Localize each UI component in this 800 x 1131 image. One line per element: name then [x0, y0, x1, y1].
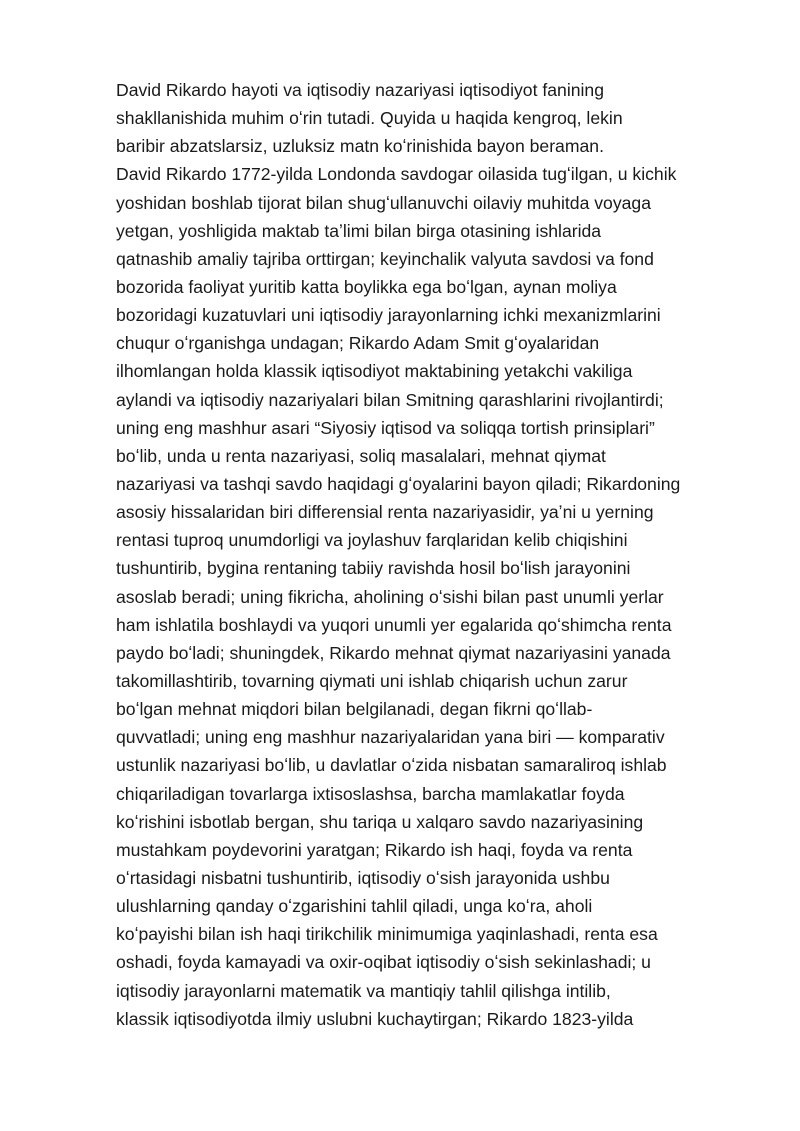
text-line: bozoridagi kuzatuvlari uni iqtisodiy jarayonlarning ichki mexanizmlarini — [116, 305, 661, 326]
text-line: mustahkam poydevorini yaratgan; Rikardo ish haqi, foyda va renta — [116, 839, 633, 860]
text-line: rentasi tuproq unumdorligi va joylashuv farqlaridan kelib chiqishini — [116, 530, 628, 551]
text-line: chiqariladigan tovarlarga ixtisoslashsa, barcha mamlakatlar foyda — [116, 783, 625, 804]
text-line: asoslab beradi; uning fikricha, aholining oʻsishi bilan past unumli yerlar — [116, 586, 664, 607]
text-line: yoshidan boshlab tijorat bilan shugʻullanuvchi oilaviy muhitda voyaga — [116, 192, 651, 213]
text-line: chuqur oʻrganishga undagan; Rikardo Adam Smit gʻoyalaridan — [116, 333, 600, 354]
text-line: oʻrtasidagi nisbatni tushuntirib, iqtisodiy oʻsish jarayonida ushbu — [116, 867, 610, 888]
text-line: uning eng mashhur asari “Siyosiy iqtisod va soliqqa tortish prinsiplari” — [116, 417, 655, 438]
text-line: boʻlib, unda u renta nazariyasi, soliq masalalari, mehnat qiymat — [116, 445, 606, 466]
text-line: paydo boʻladi; shuningdek, Rikardo mehnat qiymat nazariyasini yanada — [116, 642, 671, 663]
text-line: ilhomlangan holda klassik iqtisodiyot maktabining yetakchi vakiliga — [116, 361, 633, 382]
text-line: baribir abzatslarsiz, uzluksiz matn koʻrinishida bayon beraman. — [116, 136, 604, 157]
text-line: tushuntirib, bygina rentaning tabiiy ravishda hosil boʻlish jarayonini — [116, 558, 631, 579]
text-line: iqtisodiy jarayonlarni matematik va mantiqiy tahlil qilishga intilib, — [116, 980, 611, 1001]
text-line: ustunlik nazariyasi boʻlib, u davlatlar oʻzida nisbatan samaraliroq ishlab — [116, 755, 667, 776]
text-line: bozorida faoliyat yuritib katta boylikka ega boʻlgan, aynan moliya — [116, 276, 617, 297]
text-line: David Rikardo 1772-yilda Londonda savdogar oilasida tugʻilgan, u kichik — [116, 164, 677, 185]
text-line: klassik iqtisodiyotda ilmiy uslubni kuchaytirgan; Rikardo 1823-yilda — [116, 1008, 634, 1029]
text-line: qatnashib amaliy tajriba orttirgan; keyinchalik valyuta savdosi va fond — [116, 248, 654, 269]
text-line: David Rikardo hayoti va iqtisodiy nazariyasi iqtisodiyot fanining — [116, 80, 604, 100]
text-line: nazariyasi va tashqi savdo haqidagi gʻoyalarini bayon qiladi; Rikardoning — [116, 473, 681, 494]
text-line: asosiy hissalaridan biri differensial renta nazariyasidir, yaʼni u yerning — [116, 502, 654, 523]
text-line: ulushlarning qanday oʻzgarishini tahlil qiladi, unga koʻra, aholi — [116, 896, 593, 917]
text-line: boʻlgan mehnat miqdori bilan belgilanadi, degan fikrni qoʻllab- — [116, 699, 593, 720]
text-line: oshadi, foyda kamayadi va oxir-oqibat iqtisodiy oʻsish sekinlashadi; u — [116, 952, 651, 973]
text-line: aylandi va iqtisodiy nazariyalari bilan Smitning qarashlarini rivojlantirdi; — [116, 389, 664, 410]
text-line: ham ishlatila boshlaydi va yuqori unumli yer egalarida qoʻshimcha renta — [116, 614, 672, 635]
text-line: quvvatladi; uning eng mashhur nazariyalaridan yana biri — komparativ — [116, 727, 665, 748]
text-line: takomillashtirib, tovarning qiymati uni ishlab chiqarish uchun zarur — [116, 670, 628, 691]
text-line: yetgan, yoshligida maktab taʼlimi bilan birga otasining ishlarida — [116, 220, 602, 241]
text-line: koʻrishini isbotlab bergan, shu tariqa u xalqaro savdo nazariyasining — [116, 811, 644, 832]
body-text — [116, 76, 756, 1033]
text-line: shakllanishida muhim oʻrin tutadi. Quyida u haqida kengroq, lekin — [116, 108, 623, 129]
text-line: koʻpayishi bilan ish haqi tirikchilik minimumiga yaqinlashadi, renta esa — [116, 924, 658, 945]
